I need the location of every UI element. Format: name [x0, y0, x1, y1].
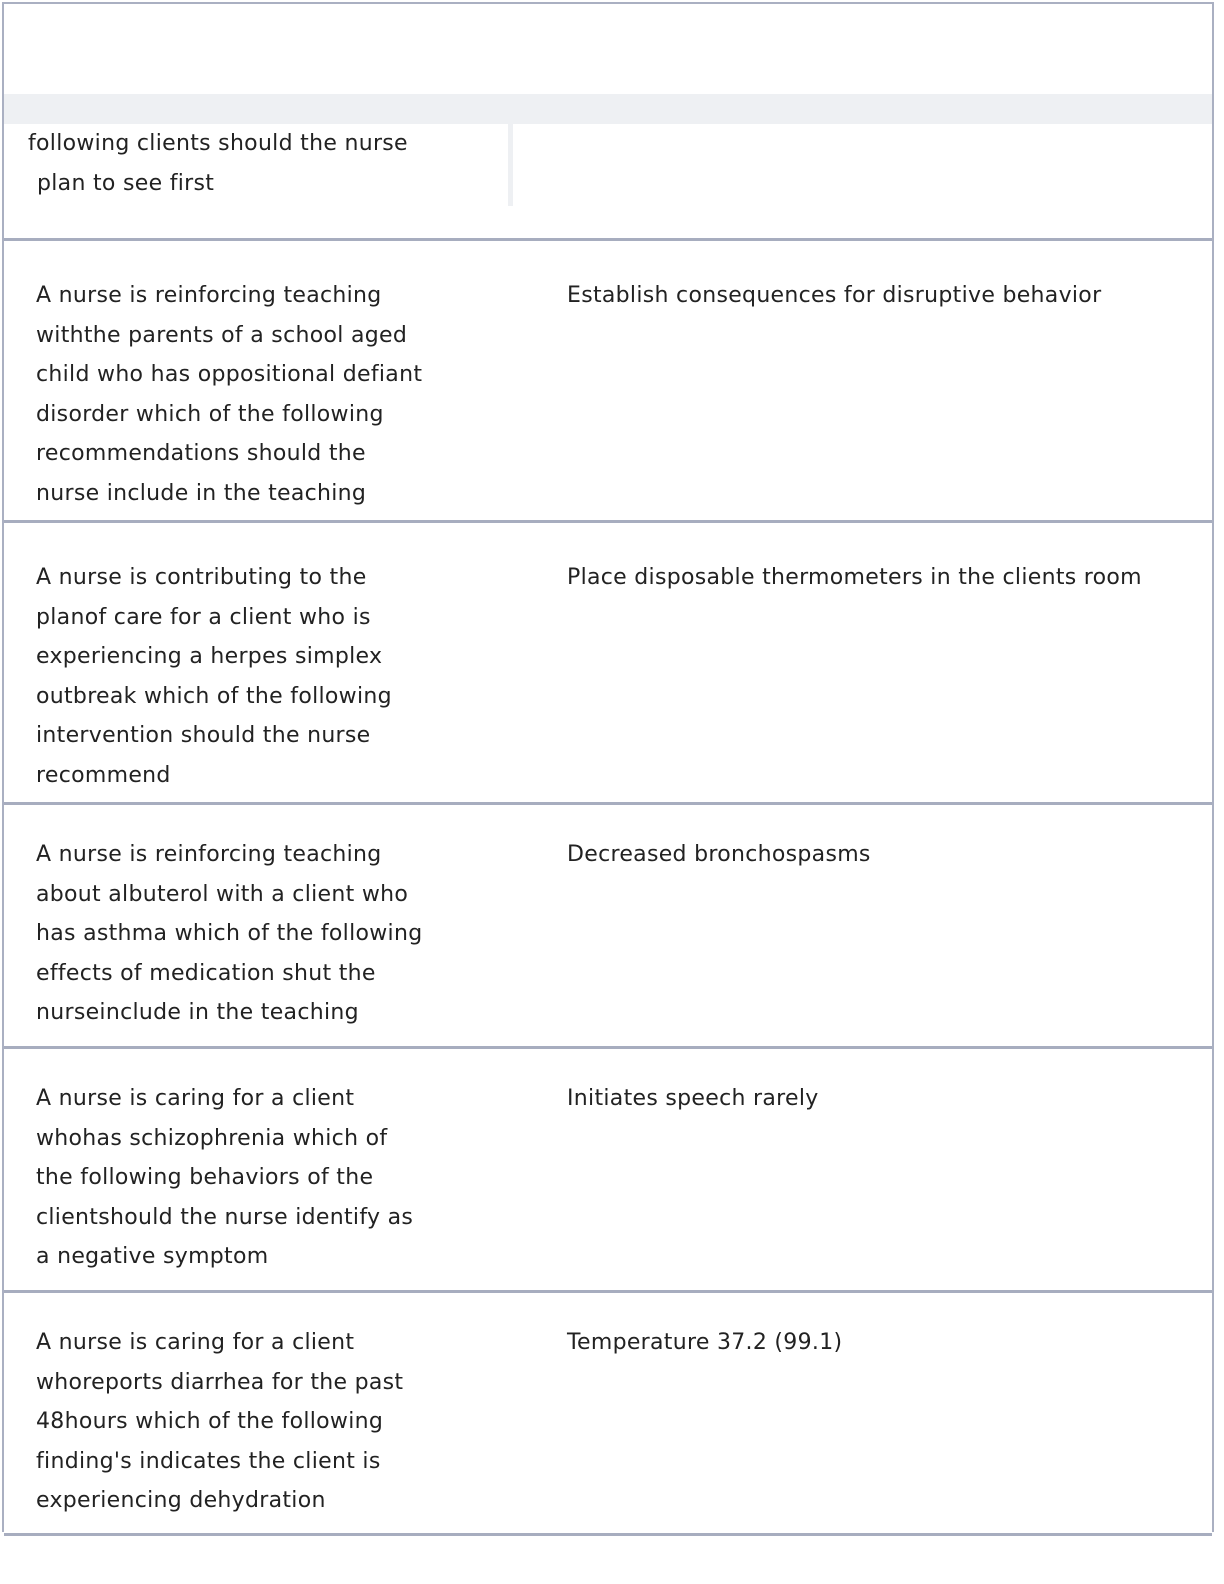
flashcard-table — [2, 2, 1214, 1532]
table-row — [4, 1049, 1212, 1293]
question-cell: A nurse is caring for a client whoreports diarrhea for the past 48hours which of the following finding's indicates the client is experiencing dehydration — [36, 1330, 404, 1513]
question-text-line: plan to see first — [37, 170, 215, 196]
table-row — [4, 241, 1212, 523]
question-cell: A nurse is caring for a client whohas schizophrenia which of the following behaviors of the clientshould the nurse identify as a negative symptom — [36, 1086, 414, 1269]
question-cell: A nurse is contributing to the planof care for a client who is experiencing a herpes simplex outbreak which of the following intervention should the nurse recommend — [36, 565, 392, 788]
table-row — [4, 805, 1212, 1049]
answer-cell: Place disposable thermometers in the clients room — [567, 565, 1142, 590]
table-row — [4, 523, 1212, 805]
table-row — [4, 1293, 1212, 1536]
answer-cell: Establish consequences for disruptive behavior — [567, 283, 1102, 308]
column-divider — [508, 94, 513, 206]
answer-cell: Decreased bronchospasms — [567, 842, 871, 867]
question-text-line: following clients should the nurse — [28, 131, 408, 156]
question-cell: A nurse is reinforcing teaching about albuterol with a client who has asthma which of the following effects of medication shut the nurseinclude in the teaching — [36, 842, 423, 1025]
question-cell: A nurse is reinforcing teaching withthe parents of a school aged child who has oppositional defiant disorder which of the following recommendations should the nurse include in the teaching — [36, 283, 423, 506]
table-row — [4, 4, 1212, 241]
table-header-band — [4, 94, 1212, 124]
answer-cell: Temperature 37.2 (99.1) — [567, 1330, 843, 1355]
answer-cell: Initiates speech rarely — [567, 1086, 819, 1111]
question-cell — [28, 124, 408, 203]
